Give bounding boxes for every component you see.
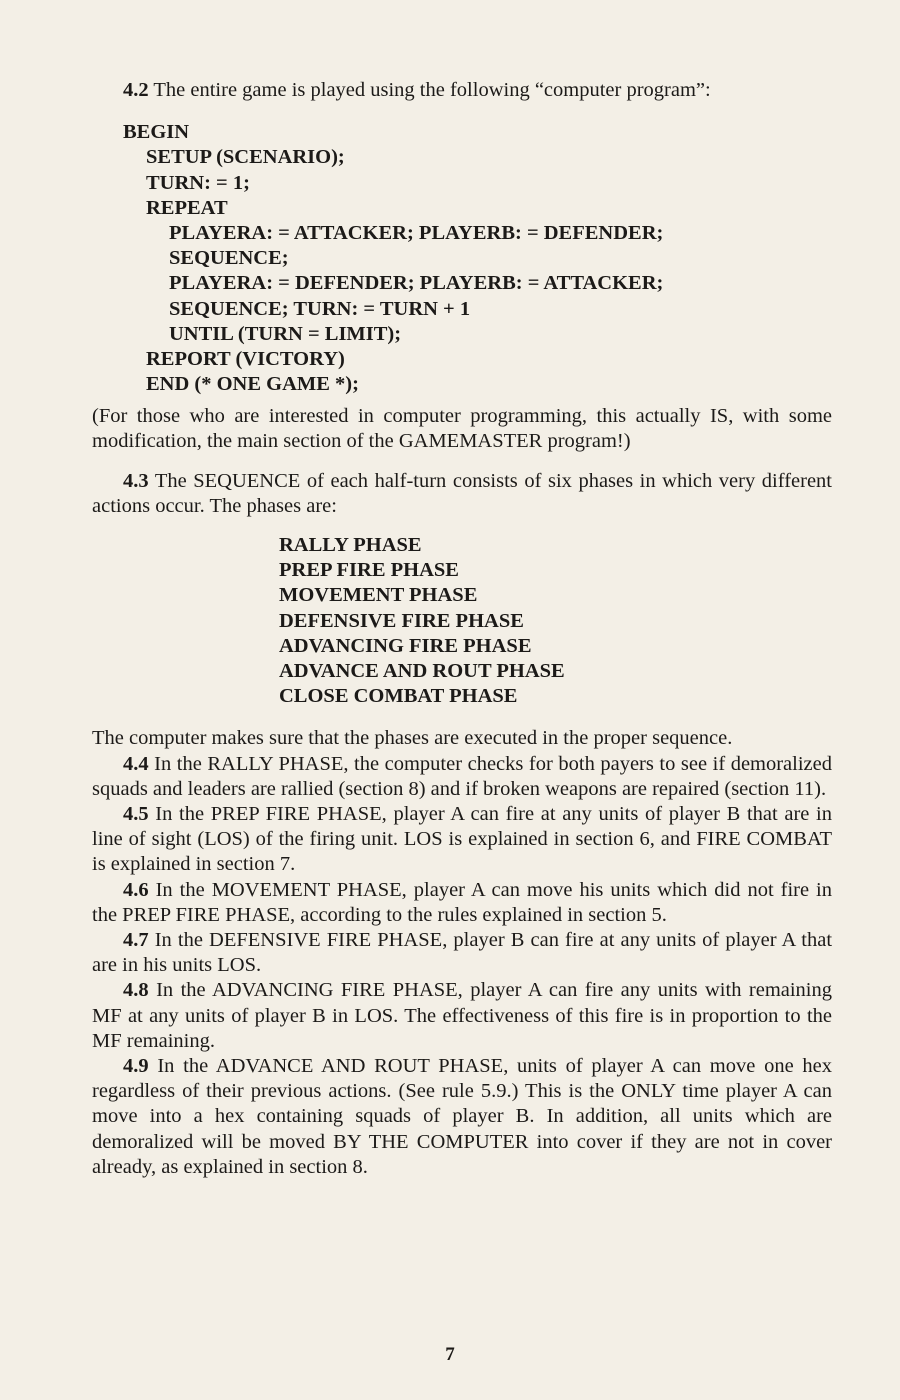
section-number: 4.6 bbox=[123, 878, 149, 901]
section-number: 4.7 bbox=[123, 929, 149, 952]
program-line: UNTIL (TURN = LIMIT); bbox=[169, 322, 402, 345]
phase-item: PREP FIRE PHASE bbox=[279, 559, 459, 582]
page-number: 7 bbox=[445, 1344, 455, 1365]
program-listing bbox=[123, 120, 832, 397]
phase-item: ADVANCE AND ROUT PHASE bbox=[279, 660, 565, 683]
section-number: 4.8 bbox=[123, 979, 149, 1002]
section-number: 4.4 bbox=[123, 752, 149, 775]
program-line: TURN: = 1; bbox=[146, 171, 250, 194]
section-number: 4.3 bbox=[123, 469, 149, 492]
program-line: PLAYERA: = DEFENDER; PLAYERB: = ATTACKER; bbox=[169, 272, 664, 295]
section-text: The SEQUENCE of each half-turn consists of six phases in which very different actions occur. The phases are: bbox=[92, 469, 832, 517]
section-text: In the RALLY PHASE, the computer checks for both payers to see if demoralized squads and leaders are rallied (section 8) and if broken weapons are repaired (section 11). bbox=[92, 752, 832, 800]
phase-item: ADVANCING FIRE PHASE bbox=[279, 634, 532, 657]
phases-note: The computer makes sure that the phases are executed in the proper sequence. bbox=[92, 727, 733, 750]
section-text: In the ADVANCING FIRE PHASE, player A can fire any units with remaining MF at any units of player B in LOS. The effectiveness of this fire is in proportion to the MF remaining. bbox=[92, 979, 832, 1052]
program-line: PLAYERA: = ATTACKER; PLAYERB: = DEFENDER; bbox=[169, 221, 664, 244]
phase-list bbox=[279, 533, 832, 709]
section-text: The entire game is played using the following “computer program”: bbox=[153, 79, 711, 101]
program-note: (For those who are interested in computer programming, this actually IS, with some modification, the main section of the GAMEMASTER program!) bbox=[92, 405, 832, 453]
phase-item: DEFENSIVE FIRE PHASE bbox=[279, 609, 524, 632]
section-number: 4.9 bbox=[123, 1055, 149, 1078]
section-number: 4.2 bbox=[123, 79, 149, 101]
section-text: In the ADVANCE AND ROUT PHASE, units of player A can move one hex regardless of their previous actions. (See rule 5.9.) This is the ONLY time player A can move into a hex containing squads of player B. In addition, all units which are demoralized will be moved BY THE COMPUTER into cover if they are not in cover already, as explained in section 8. bbox=[92, 1055, 832, 1178]
section-4-4 bbox=[92, 752, 832, 802]
section-4-6 bbox=[92, 878, 832, 928]
phase-item: RALLY PHASE bbox=[279, 534, 422, 557]
section-text: In the PREP FIRE PHASE, player A can fire at any units of player B that are in line of sight (LOS) of the firing unit. LOS is explained in section 6, and FIRE COMBAT is explained in section 7. bbox=[92, 803, 832, 876]
program-line: END (* ONE GAME *); bbox=[146, 373, 359, 396]
program-line: SEQUENCE; bbox=[169, 247, 289, 270]
manual-page bbox=[92, 78, 832, 1180]
section-number: 4.5 bbox=[123, 803, 149, 825]
section-4-3 bbox=[92, 469, 832, 519]
program-line: REPEAT bbox=[146, 196, 228, 219]
section-4-9 bbox=[92, 1054, 832, 1180]
program-line: SETUP (SCENARIO); bbox=[146, 146, 345, 169]
phase-item: MOVEMENT PHASE bbox=[279, 584, 478, 607]
section-4-5 bbox=[92, 802, 832, 878]
program-line: REPORT (VICTORY) bbox=[146, 347, 345, 370]
section-4-8 bbox=[92, 978, 832, 1054]
phase-item: CLOSE COMBAT PHASE bbox=[279, 685, 518, 708]
section-4-2 bbox=[92, 78, 832, 103]
program-line: BEGIN bbox=[123, 121, 190, 144]
section-text: In the MOVEMENT PHASE, player A can move his units which did not fire in the PREP FIRE PHASE, according to the rules explained in section 5. bbox=[92, 878, 832, 926]
section-4-7 bbox=[92, 928, 832, 978]
program-line: SEQUENCE; TURN: = TURN + 1 bbox=[169, 297, 471, 320]
section-text: In the DEFENSIVE FIRE PHASE, player B can fire at any units of player A that are in his units LOS. bbox=[92, 929, 833, 977]
